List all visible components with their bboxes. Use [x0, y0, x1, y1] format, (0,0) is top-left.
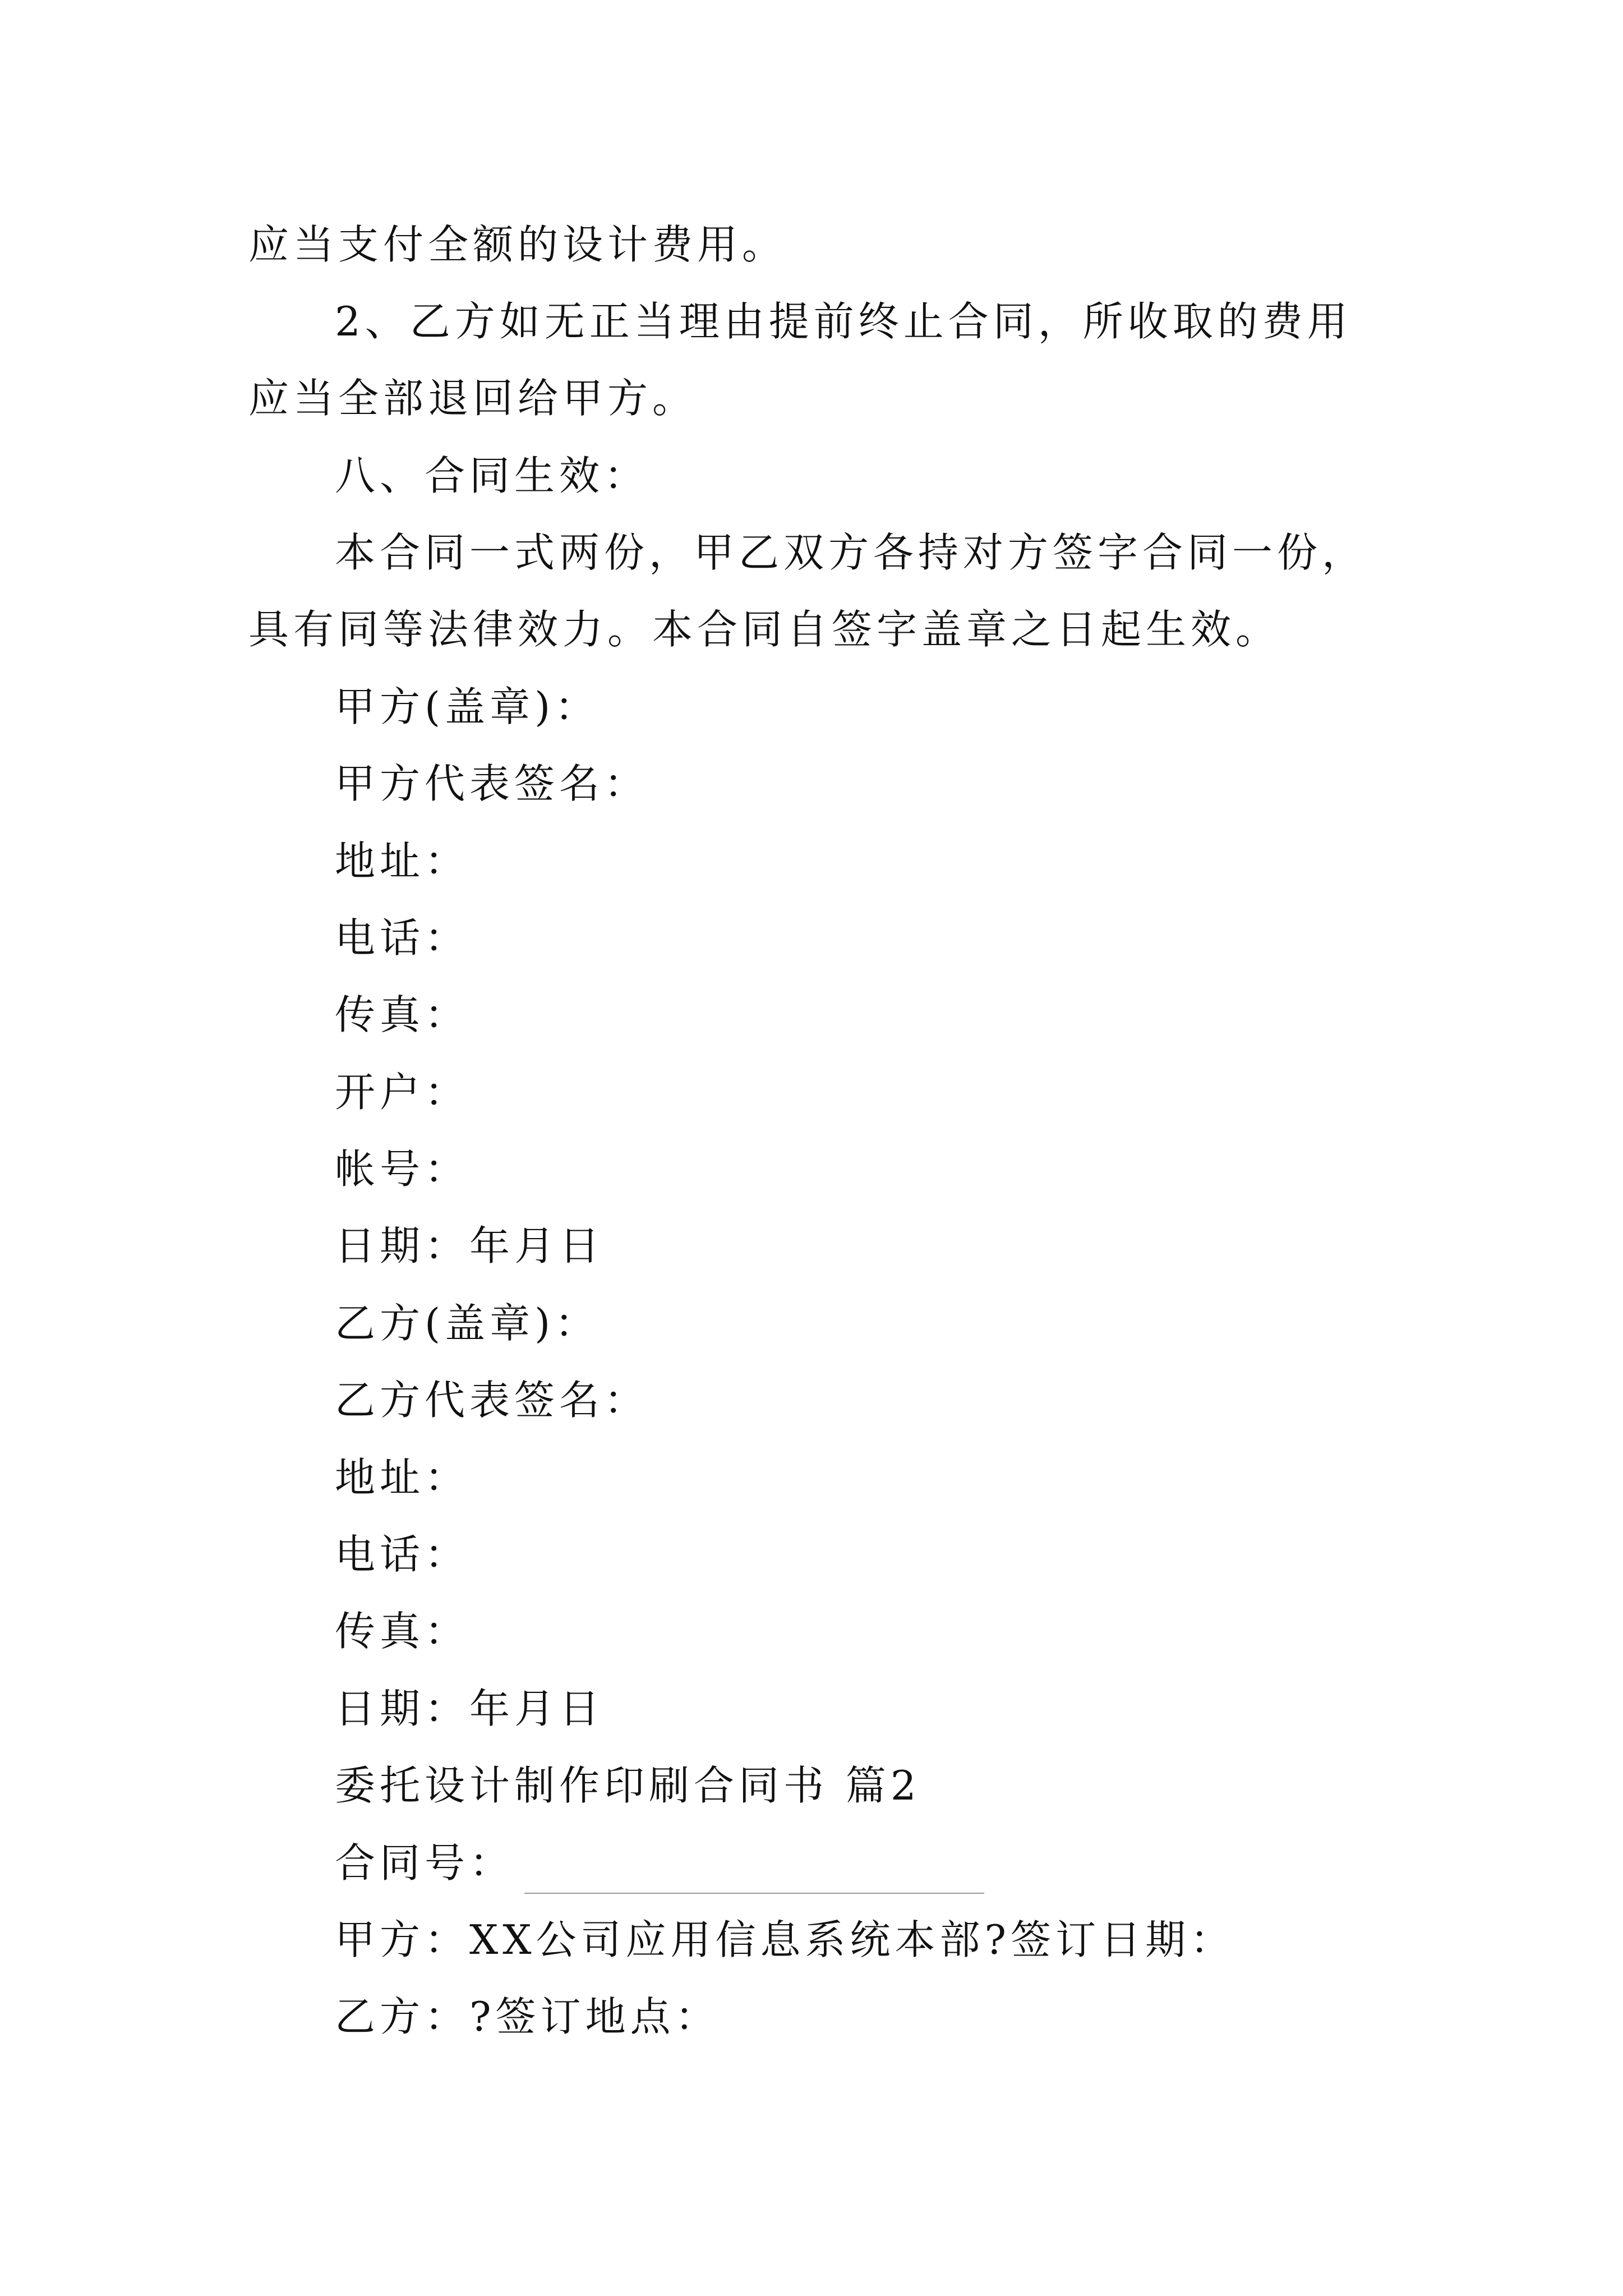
contract-number-label: 合同号：	[335, 1839, 515, 1887]
section2-party-a-line: 甲方：XX公司应用信息系统本部?签订日期：	[335, 1916, 1235, 1963]
party-b-phone: 电话：	[335, 1531, 470, 1578]
party-a-fax: 传真：	[335, 991, 470, 1038]
contract-number-row	[335, 1825, 984, 1902]
contract-number-blank	[524, 1893, 984, 1894]
party-a-bank: 开户：	[335, 1069, 470, 1116]
party-b-address: 地址：	[335, 1454, 470, 1501]
party-a-rep-sign: 甲方代表签名：	[335, 760, 649, 807]
party-a-date: 日期：年月日	[335, 1222, 605, 1269]
party-a-account: 帐号：	[335, 1145, 470, 1193]
party-a-phone: 电话：	[335, 914, 470, 961]
party-a-address: 地址：	[335, 838, 470, 885]
paragraph-effectiveness: 本合同一式两份，甲乙双方各持对方签字合同一份，具有同等法律效力。本合同自签字盖章之日起生效。	[248, 529, 1367, 653]
paragraph-fee-continuation: 应当支付全额的设计费用。	[248, 221, 787, 268]
section-heading-effectiveness: 八、合同生效：	[335, 452, 649, 499]
party-a-seal: 甲方(盖章)：	[335, 683, 600, 730]
party-b-rep-sign: 乙方代表签名：	[335, 1377, 649, 1424]
party-b-date: 日期：年月日	[335, 1685, 605, 1732]
section2-title: 委托设计制作印刷合同书 篇2	[335, 1762, 921, 1809]
party-b-fax: 传真：	[335, 1608, 470, 1655]
section2-party-b-line: 乙方：?签订地点：	[335, 1993, 720, 2040]
party-b-seal: 乙方(盖章)：	[335, 1300, 600, 1347]
paragraph-termination-clause: 2、乙方如无正当理由提前终止合同，所收取的费用应当全部退回给甲方。	[248, 298, 1352, 422]
